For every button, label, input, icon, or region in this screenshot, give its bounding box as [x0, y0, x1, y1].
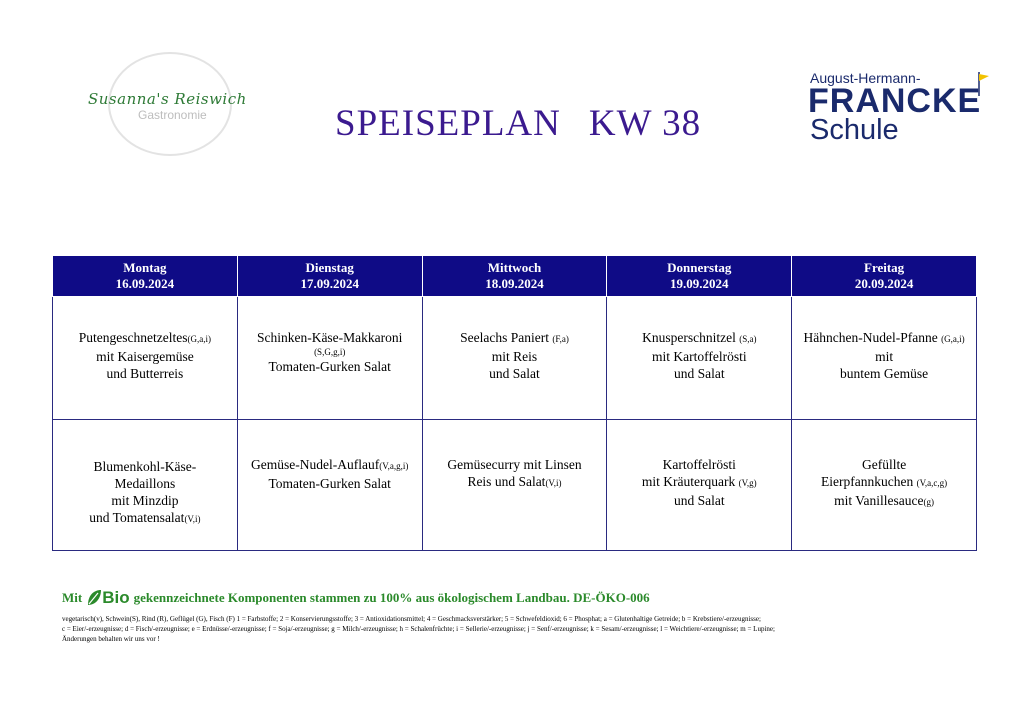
dish-line: buntem Gemüse — [840, 366, 929, 381]
menu-cell-wed-1 — [422, 297, 607, 420]
bio-suffix: gekennzeichnete Komponenten stammen zu 100% aus ökologischem Landbau. DE-ÖKO-006 — [133, 590, 650, 605]
dish-line: Kartoffelrösti — [662, 457, 736, 472]
dish-line: und Salat — [489, 366, 540, 381]
day-date: 20.09.2024 — [854, 276, 914, 291]
allergen-codes: (V,i) — [545, 478, 562, 488]
allergen-codes: (S,a) — [739, 334, 757, 344]
menu-cell-tue-2 — [237, 420, 422, 551]
title-week: KW 38 — [588, 103, 702, 144]
bio-notice — [62, 588, 650, 608]
dish-line: Gemüse-Nudel-Auflauf — [251, 457, 380, 472]
dish-line: mit Kartoffelrösti — [651, 349, 747, 364]
dish-line: Schinken-Käse-Makkaroni — [256, 330, 403, 345]
dish-line: Gefüllte — [861, 457, 907, 472]
menu-header-row — [53, 256, 977, 297]
dish-line: Putengeschnetzeltes — [78, 330, 188, 345]
day-name: Mittwoch — [487, 260, 542, 275]
dish-line: Gemüsecurry mit Linsen — [447, 457, 582, 472]
menu-cell-tue-1 — [237, 297, 422, 420]
day-header-wednesday — [422, 256, 607, 297]
dish-line: mit Reis — [491, 349, 538, 364]
day-header-thursday — [607, 256, 792, 297]
dish-line: und Salat — [673, 366, 725, 381]
leaf-icon — [86, 589, 102, 607]
day-date: 19.09.2024 — [670, 276, 729, 291]
dish-line: Seelachs Paniert — [460, 330, 549, 345]
school-logo — [808, 70, 1008, 150]
day-date: 18.09.2024 — [485, 276, 544, 291]
dish-line: mit Minzdip — [111, 493, 179, 508]
dish-line: Knusperschnitzel — [642, 330, 736, 345]
dish-line: Hähnchen-Nudel-Pfanne — [803, 330, 938, 345]
allergen-codes: (G,a,i) — [941, 334, 965, 344]
dish-line: Blumenkohl-Käse- — [93, 459, 197, 474]
dish-line: mit Kräuterquark — [641, 474, 736, 489]
school-logo-line2: FRANCKE — [808, 82, 982, 120]
dish-line: und Salat — [673, 493, 725, 508]
allergen-codes: (V,i) — [184, 514, 201, 524]
bio-prefix: Mit — [62, 590, 83, 605]
allergen-codes: (V,a,g,i) — [379, 461, 409, 471]
flag-icon — [976, 72, 990, 96]
allergen-legend — [62, 614, 962, 644]
menu-cell-thu-2 — [607, 420, 792, 551]
dish-line: Medaillons — [114, 476, 176, 491]
day-name: Donnerstag — [667, 260, 732, 275]
day-date: 17.09.2024 — [300, 276, 359, 291]
menu-row-2 — [53, 420, 977, 551]
day-header-monday — [53, 256, 238, 297]
allergen-codes: (V,a,c,g) — [916, 478, 948, 488]
page-title — [335, 102, 701, 145]
bio-logo — [86, 588, 129, 608]
day-date: 16.09.2024 — [115, 276, 175, 291]
dish-line: Tomaten-Gurken Salat — [268, 359, 391, 374]
menu-table — [52, 255, 977, 551]
caterer-logo-script: Susanna's Reiswich — [88, 90, 247, 108]
day-header-friday — [792, 256, 977, 297]
day-name: Montag — [123, 260, 167, 275]
day-header-tuesday — [237, 256, 422, 297]
menu-cell-fri-2 — [792, 420, 977, 551]
caterer-logo — [88, 48, 248, 158]
menu-cell-mon-2 — [53, 420, 238, 551]
dish-line: Eierpfannkuchen — [821, 474, 914, 489]
day-name: Dienstag — [305, 260, 354, 275]
legend-line-2: c = Eier/-erzeugnisse; d = Fisch/-erzeugnisse; e = Erdnüsse/-erzeugnisse; f = Soja/-erzeugnisse; g = Milch/-erzeugnisse; h = Schalenfrüchte; i = Sellerie/-erzeugnisse; j = Senf/-erzeugnisse; k = Sesam/-erzeugnisse; l = Weichtiere/-erzeugnisse; m = Lupine; — [62, 625, 775, 633]
caterer-logo-subtitle: Gastronomie — [138, 108, 207, 122]
dish-line: mit — [875, 349, 894, 364]
menu-cell-mon-1 — [53, 297, 238, 420]
legend-line-1: vegetarisch(v), Schwein(S), Rind (R), Geflügel (G), Fisch (F) 1 = Farbstoffe; 2 = Konservierungsstoffe; 3 = Antioxidationsmittel; 4 = Geschmacksverstärker; 5 = Schwefeldioxid; 6 = Phosphat; a = Glutenhaltige Getreide; b = Krebstiere/-erzeugnisse; — [62, 615, 761, 623]
legend-line-3: Änderungen behalten wir uns vor ! — [62, 635, 160, 643]
school-logo-line1: August-Hermann- — [810, 70, 921, 86]
menu-row-1 — [53, 297, 977, 420]
allergen-codes: (g) — [923, 497, 935, 507]
school-logo-line3: Schule — [810, 114, 899, 146]
dish-line: mit Kaisergemüse — [96, 349, 194, 364]
menu-cell-thu-1 — [607, 297, 792, 420]
menu-cell-fri-1 — [792, 297, 977, 420]
allergen-codes: (S,G,g,i) — [314, 347, 346, 357]
dish-line: Reis und Salat — [467, 474, 546, 489]
allergen-codes: (V,g) — [738, 478, 757, 488]
day-name: Freitag — [864, 260, 905, 275]
title-main: SPEISEPLAN — [335, 103, 561, 144]
dish-line: und Tomatensalat — [89, 510, 185, 525]
menu-cell-wed-2 — [422, 420, 607, 551]
allergen-codes: (G,a,i) — [187, 334, 211, 344]
dish-line: Tomaten-Gurken Salat — [268, 476, 391, 491]
allergen-codes: (F,a) — [552, 334, 569, 344]
bio-logo-text: Bio — [102, 588, 130, 607]
dish-line: mit Vanillesauce — [834, 493, 924, 508]
dish-line: und Butterreis — [106, 366, 184, 381]
